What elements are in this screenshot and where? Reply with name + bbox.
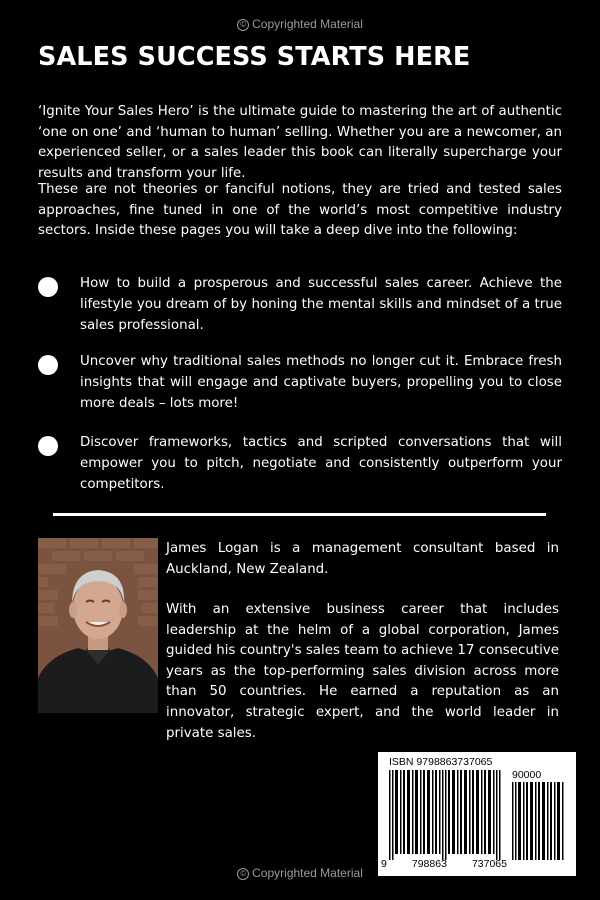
copyright-icon: © — [237, 19, 249, 31]
author-photo — [38, 538, 158, 713]
bullet-item — [38, 351, 562, 421]
copyright-watermark-bottom: © Copyrighted Material — [0, 866, 600, 880]
intro-paragraph: ‘Ignite Your Sales Hero’ is the ultimate guide to mastering the art of authentic ‘one on one’ and ‘human to human’ selling. Whether you are a newcomer, an experienced seller, or a sales leader this book can literally supercharge your results and transform your life. — [38, 104, 562, 181]
bullet-item — [38, 273, 562, 343]
author-bio: James Logan is a management consultant based in Auckland, New Zealand. — [166, 541, 559, 577]
isbn-label: ISBN 9798863737065 — [389, 756, 493, 768]
bullet-item — [38, 432, 562, 502]
copyright-icon: © — [237, 868, 249, 880]
bullet-text: Uncover why traditional sales methods no longer cut it. Embrace fresh insights that will engage and captivate buyers, propelling you to close more deals – lots more! — [80, 354, 562, 411]
bullet-text: Discover frameworks, tactics and scripted conversations that will empower you to pitch, negotiate and consistently outperform your competitors. — [80, 435, 562, 492]
bullet-text: How to build a prosperous and successful sales career. Achieve the lifestyle you dream of by honing the mental skills and mindset of a true sales professional. — [80, 276, 562, 333]
section-divider — [53, 513, 546, 516]
page-title: SALES SUCCESS STARTS HERE — [38, 42, 471, 72]
bullet-dot-icon — [38, 436, 58, 456]
isbn-barcode — [378, 752, 576, 876]
bullet-dot-icon — [38, 277, 58, 297]
copyright-watermark-top: © Copyrighted Material — [0, 17, 600, 31]
intro-paragraph: These are not theories or fanciful notions, they are tried and tested sales approaches, fine tuned in one of the world’s most competitive industry sectors. Inside these pages you will take a deep dive into the following: — [38, 182, 562, 238]
price-code: 90000 — [512, 769, 542, 781]
author-bio: With an extensive business career that includes leadership at the helm of a global corporation, James guided his country's sales team to achieve 17 consecutive years as the top-performing sales division across more than 50 countries. He earned a reputation as an innovator, strategic expert, and the world leader in private sales. — [166, 602, 559, 741]
bullet-dot-icon — [38, 355, 58, 375]
isbn-digits: 9 798863 737065 — [381, 858, 507, 870]
